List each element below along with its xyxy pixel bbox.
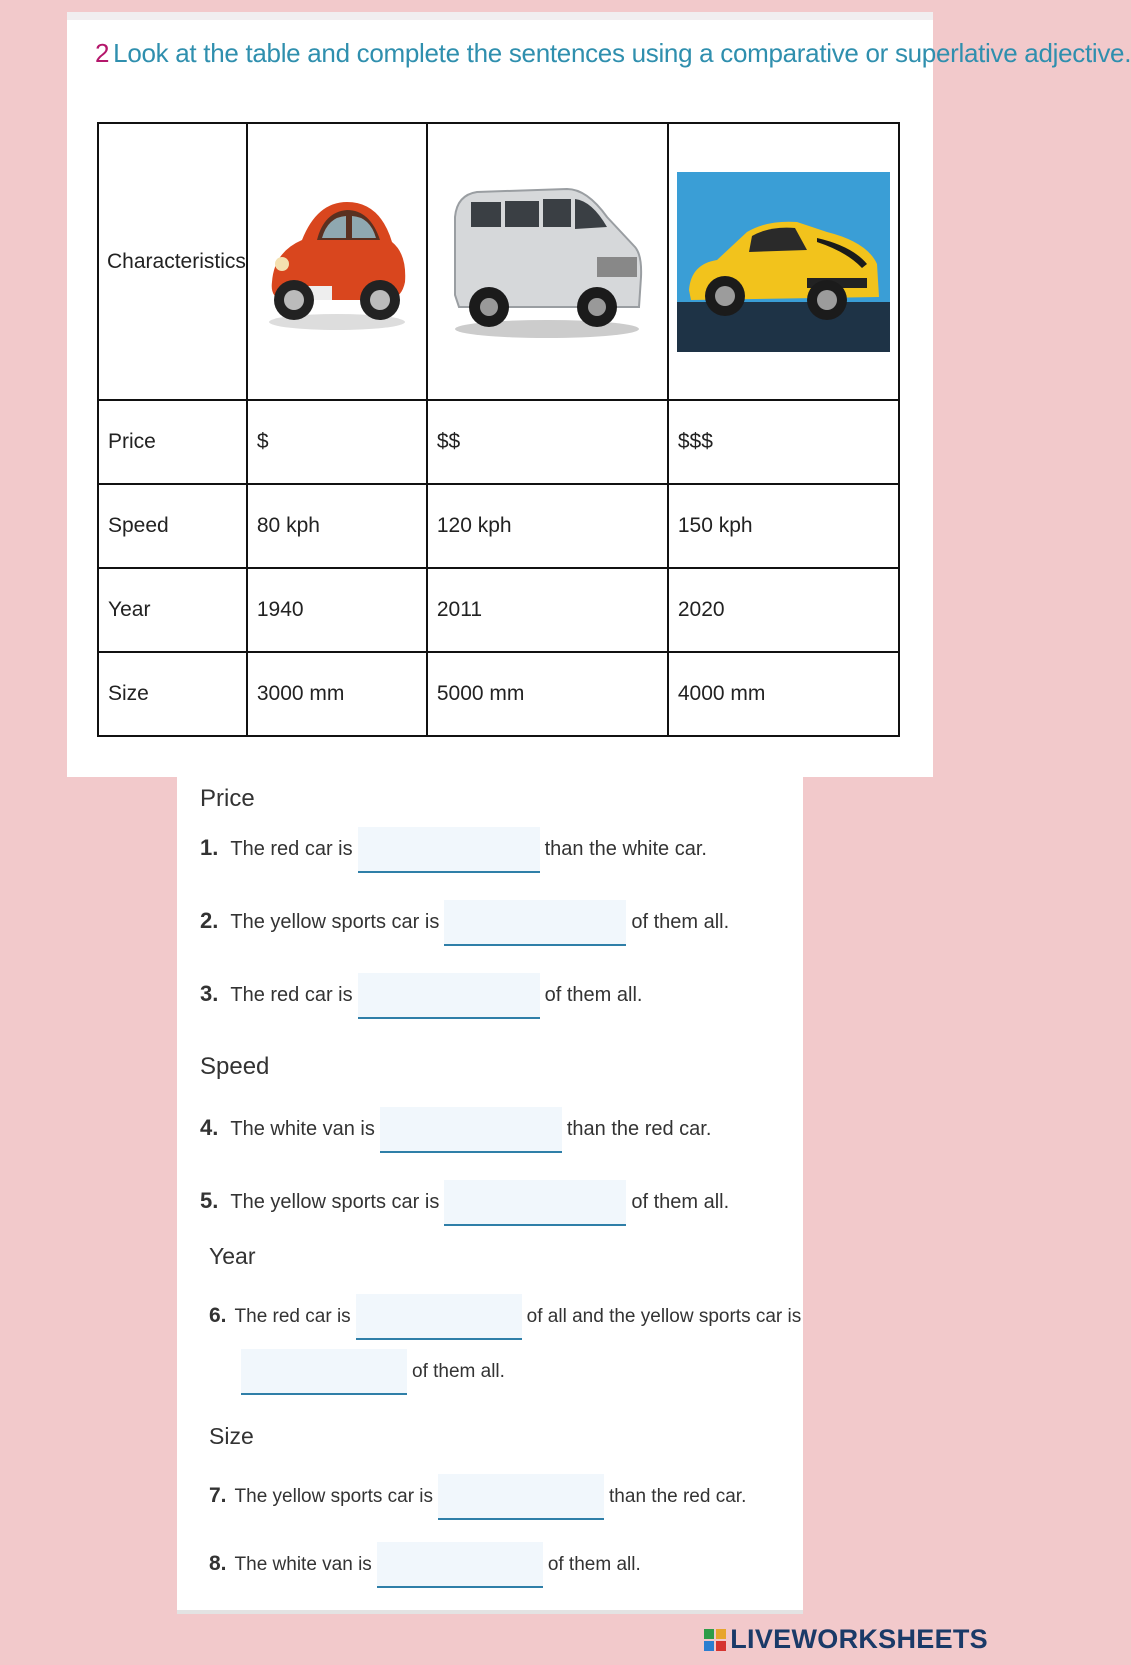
sentence-4 <box>200 1107 711 1153</box>
sentence-number: 2. <box>200 908 219 933</box>
sentence-8 <box>209 1542 641 1588</box>
cell-value: 2020 <box>668 568 899 652</box>
sentence-text: of all and the yellow sports car is <box>526 1306 802 1327</box>
heading-price: Price <box>200 785 255 812</box>
sentence-text: of them all. <box>412 1361 505 1382</box>
heading-speed: Speed <box>200 1053 270 1080</box>
row-label: Size <box>98 652 247 736</box>
table-row-year <box>98 568 899 652</box>
car-image-cell-2 <box>427 123 668 400</box>
cell-value: 5000 mm <box>427 652 668 736</box>
logo-text: LIVEWORKSHEETS <box>730 1624 988 1654</box>
sentence-number: 5. <box>200 1188 219 1213</box>
sentence-text: of them all. <box>547 1554 641 1575</box>
sentence-text: The yellow sports car is <box>230 911 440 933</box>
answer-blank-1[interactable] <box>358 827 540 873</box>
worksheet-top-card <box>67 12 1131 777</box>
sentence-6-continued <box>241 1349 505 1395</box>
sentence-text: than the white car. <box>544 838 707 860</box>
table-header-row <box>98 123 899 400</box>
cell-value: 4000 mm <box>668 652 899 736</box>
sentence-text: than the red car. <box>609 1486 747 1507</box>
car-comparison-table <box>97 122 900 737</box>
sentence-6 <box>209 1294 801 1340</box>
answer-blank-5[interactable] <box>444 1180 626 1226</box>
sentence-1 <box>200 827 707 873</box>
liveworksheets-logo-icon <box>704 1629 726 1651</box>
sentence-text: The white van is <box>230 1118 375 1140</box>
answer-blank-7[interactable] <box>438 1474 604 1520</box>
sentence-text: The yellow sports car is <box>230 1191 440 1213</box>
cell-value: 80 kph <box>247 484 427 568</box>
sentence-text: The red car is <box>230 984 353 1006</box>
sentence-number: 7. <box>209 1484 227 1507</box>
sentence-number: 3. <box>200 981 219 1006</box>
table-row-speed <box>98 484 899 568</box>
sentence-text: The red car is <box>234 1306 351 1327</box>
cell-value: $$ <box>427 400 668 484</box>
car-image-cell-3 <box>668 123 899 400</box>
sentence-text: The red car is <box>230 838 353 860</box>
instruction <box>95 38 1131 69</box>
header-cell-characteristics: Characteristics <box>98 123 247 400</box>
heading-year: Year <box>209 1243 256 1269</box>
row-label: Price <box>98 400 247 484</box>
sentence-text: than the red car. <box>566 1118 712 1140</box>
answer-blank-3[interactable] <box>358 973 540 1019</box>
sentence-text: The white van is <box>234 1554 372 1575</box>
cell-value: 150 kph <box>668 484 899 568</box>
sentence-number: 1. <box>200 835 219 860</box>
instruction-text: Look at the table and complete the sentences using a comparative or superlative adjective. <box>113 38 1131 68</box>
answer-blank-2[interactable] <box>444 900 626 946</box>
sentence-text: The yellow sports car is <box>234 1486 434 1507</box>
row-label: Speed <box>98 484 247 568</box>
sentence-2 <box>200 900 729 946</box>
sentence-5 <box>200 1180 729 1226</box>
heading-size: Size <box>209 1423 254 1449</box>
sentence-number: 8. <box>209 1552 227 1575</box>
answer-blank-8[interactable] <box>377 1542 543 1588</box>
answer-blank-4[interactable] <box>380 1107 562 1153</box>
row-label: Year <box>98 568 247 652</box>
cell-value: $ <box>247 400 427 484</box>
instruction-number: 2 <box>95 38 110 68</box>
cell-value: $$$ <box>668 400 899 484</box>
cell-value: 3000 mm <box>247 652 427 736</box>
sentence-7 <box>209 1474 746 1520</box>
answer-blank-6a[interactable] <box>356 1294 522 1340</box>
cell-value: 1940 <box>247 568 427 652</box>
red-beetle-car-image <box>262 182 412 342</box>
liveworksheets-logo[interactable] <box>704 1624 988 1655</box>
answer-blank-6b[interactable] <box>241 1349 407 1395</box>
sentence-text: of them all. <box>631 911 730 933</box>
table-row-size <box>98 652 899 736</box>
cell-value: 120 kph <box>427 484 668 568</box>
worksheet-exercise-card <box>177 777 803 1614</box>
card-bottom-border <box>177 1610 803 1614</box>
white-van-image <box>447 177 647 347</box>
sentence-text: of them all. <box>544 984 643 1006</box>
sentence-number: 4. <box>200 1115 219 1140</box>
sentence-3 <box>200 973 642 1019</box>
yellow-sports-car-image <box>677 172 890 352</box>
sentence-number: 6. <box>209 1304 227 1327</box>
car-image-cell-1 <box>247 123 427 400</box>
top-strip <box>67 12 933 20</box>
cell-value: 2011 <box>427 568 668 652</box>
sentence-text: of them all. <box>631 1191 730 1213</box>
table-row-price <box>98 400 899 484</box>
